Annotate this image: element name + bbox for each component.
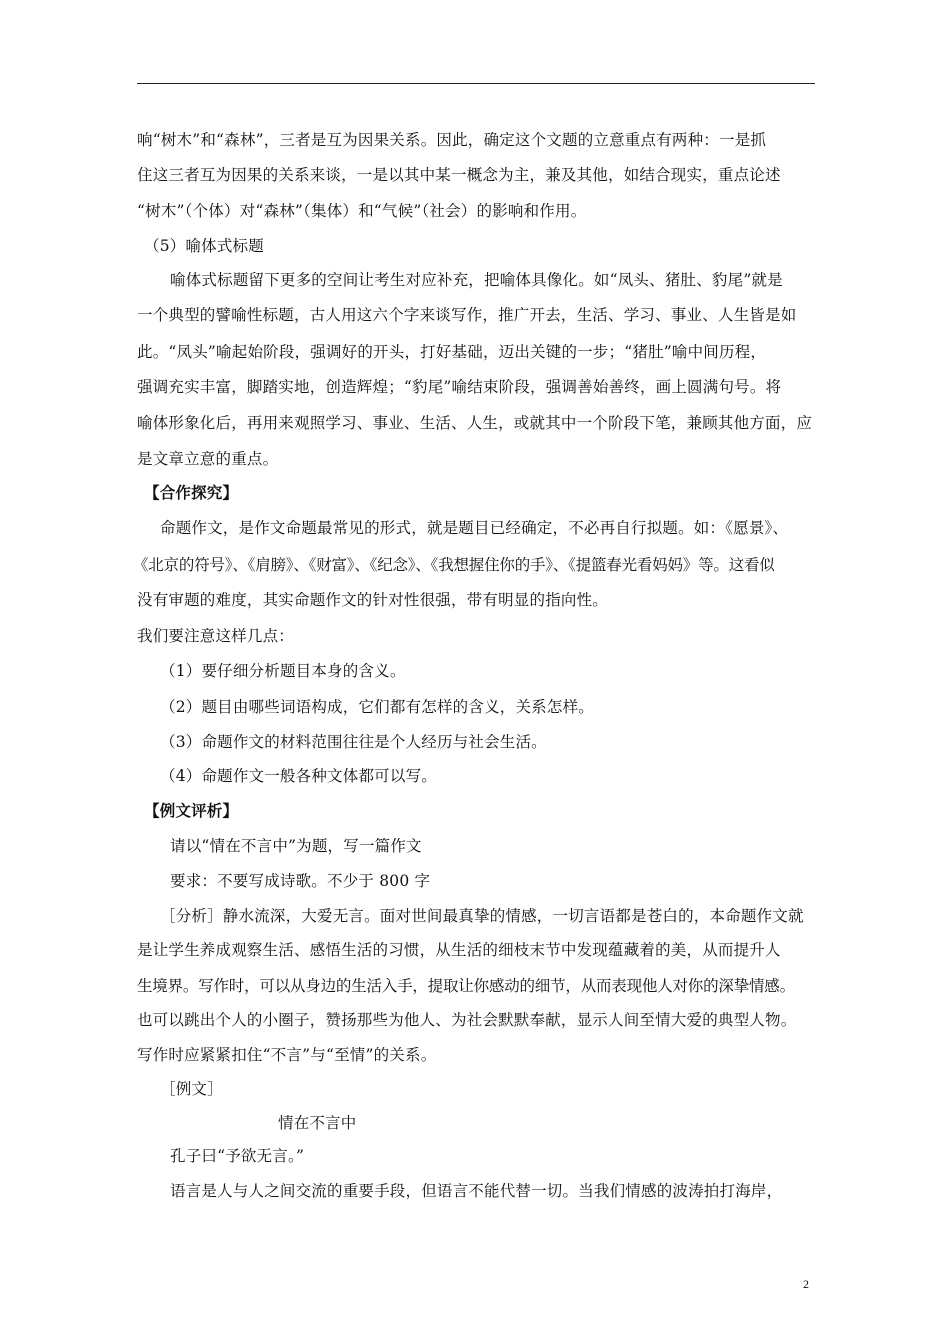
text-line: ［分析］静水流深，大爱无言。面对世间最真挚的情感，一切言语都是苍白的，本命题作文就: [160, 907, 804, 925]
text-line: 《北京的符号》、《肩膀》、《财富》、《纪念》、《我想握住你的手》、《提篮春光看妈妈》等。这看似: [133, 556, 775, 574]
text-line: 住这三者互为因果的关系来谈，一是以其中某一概念为主，兼及其他，如结合现实，重点论述: [137, 166, 781, 184]
list-item: （1）要仔细分析题目本身的含义。: [160, 662, 406, 680]
text-line: 写作时应紧紧扣住“不言”与“至情”的关系。: [137, 1046, 437, 1064]
text-line: 语言是人与人之间交流的重要手段，但语言不能代替一切。当我们情感的波涛拍打海岸，: [170, 1182, 783, 1200]
text-line: 喻体形象化后，再用来观照学习、事业、生活、人生，或就其中一个阶段下笔，兼顾其他方面，应: [137, 414, 813, 432]
section-title-example-analysis: 【例文评析】: [144, 801, 239, 820]
text-line: 喻体式标题留下更多的空间让考生对应补充，把喻体具像化。如“凤头、猪肚、豹尾”就是: [170, 271, 783, 289]
text-line: 命题作文，是作文命题最常见的形式，就是题目已经确定，不必再自行拟题。如：《愿景》、: [160, 519, 789, 537]
text-line: 没有审题的难度，其实命题作文的针对性很强，带有明显的指向性。: [137, 591, 609, 609]
text-line: 请以“情在不言中”为题，写一篇作文: [170, 837, 422, 855]
header-rule: [137, 83, 815, 84]
text-line: 强调充实丰富，脚踏实地，创造辉煌；“豹尾”喻结束阶段，强调善始善终，画上圆满句号。将: [137, 378, 782, 396]
text-line: 我们要注意这样几点：: [137, 627, 295, 645]
list-item: （4）命题作文一般各种文体都可以写。: [160, 767, 437, 785]
text-line: ［例文］: [160, 1080, 223, 1098]
text-line: 孔子曰“予欲无言。”: [170, 1147, 305, 1165]
essay-title: 情在不言中: [278, 1114, 357, 1132]
text-line: 一个典型的譬喻性标题，古人用这六个字来谈写作，推广开去，生活、学习、事业、人生皆是如: [137, 306, 797, 324]
list-item: （2）题目由哪些词语构成，它们都有怎样的含义，关系怎样。: [160, 698, 594, 716]
text-line: 是文章立意的重点。: [137, 450, 279, 468]
list-item: （3）命题作文的材料范围往往是个人经历与社会生活。: [160, 733, 547, 751]
text-line: 也可以跳出个人的小圈子，赞扬那些为他人、为社会默默奉献，显示人间至情大爱的典型人物。: [137, 1011, 797, 1029]
text-line: 此。“凤头”喻起始阶段，强调好的开头，打好基础，迈出关键的一步；“猪肚”喻中间历程，: [137, 343, 767, 361]
page-number: 2: [803, 1277, 809, 1291]
text-line: 生境界。写作时，可以从身边的生活入手，提取让你感动的细节，从而表现他人对你的深挚情感。: [137, 977, 795, 995]
section-title-cooperative-inquiry: 【合作探究】: [144, 483, 239, 502]
text-line: 是让学生养成观察生活、感悟生活的习惯，从生活的细枝末节中发现蕴藏着的美，从而提升人: [137, 941, 781, 959]
text-line: 响“树木”和“森林”，三者是互为因果关系。因此，确定这个文题的立意重点有两种：一是抓: [137, 131, 767, 149]
text-line: “树木”（个体）对“森林”（集体）和“气候”（社会）的影响和作用。: [137, 202, 587, 220]
text-line: 要求：不要写成诗歌。不少于 800 字: [170, 872, 431, 890]
section-heading: （5）喻体式标题: [144, 237, 264, 255]
